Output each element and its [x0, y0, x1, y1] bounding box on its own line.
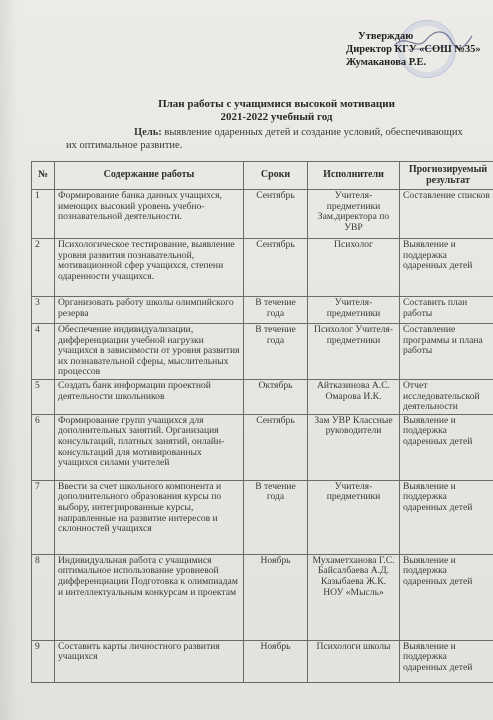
work-plan-table	[31, 161, 493, 683]
goal-text: выявление одаренных детей и создание условий, обеспечивающих их оптимальное развитие.	[66, 127, 463, 151]
row-term: Сентябрь	[244, 190, 308, 239]
row-content: Составить карты личностного развития учащихся	[55, 640, 244, 682]
approval-line-1: Утверждаю	[358, 31, 414, 42]
row-result: Выявление и поддержка одаренных детей	[400, 239, 493, 297]
row-num: 4	[32, 324, 55, 380]
header-term: Сроки	[244, 162, 308, 190]
table-row	[32, 640, 493, 682]
approval-line-2: Директор КГУ «СОШ №35»	[346, 44, 481, 55]
row-num: 7	[32, 480, 55, 554]
row-executors: Учителя-предметники	[308, 480, 400, 554]
row-num: 8	[32, 554, 55, 640]
table-row	[32, 190, 493, 239]
title-line-1: План работы с учащимися высокой мотивации	[158, 98, 395, 110]
row-content: Ввести за счет школьного компонента и дополнительного образования курсы по выбору, интегрированные курсы, направленные на развитие интересов и склонностей учащихся	[55, 480, 244, 554]
row-executors: Зам УВР Классные руководители	[308, 414, 400, 480]
row-content: Создать банк информации проектной деятельности школьников	[55, 379, 244, 414]
row-content: Формирование групп учащихся для дополнительных занятий. Организация консультаций, платных занятий, онлайн-консультаций для мотивированных учащихся силами учителей	[55, 414, 244, 480]
header-executors: Исполнители	[308, 162, 400, 190]
row-executors: Учителя-предметники Зам.директора по УВР	[308, 190, 400, 239]
table-row	[32, 297, 493, 324]
row-num: 9	[32, 640, 55, 682]
table-row	[32, 324, 493, 380]
row-content: Индивидуальная работа с учащимися оптимальное использование уровневой дифференциации Подготовка к олимпиадам и интеллектуальным конкурсам и проектам	[55, 554, 244, 640]
approval-line-3: Жумаканова Р.Е.	[346, 57, 427, 68]
table-row	[32, 239, 493, 297]
header-result: Прогнозируемый результат	[400, 162, 493, 190]
row-term: Сентябрь	[244, 414, 308, 480]
row-executors: Психолог Учителя-предметники	[308, 324, 400, 380]
header-content: Содержание работы	[55, 162, 244, 190]
row-num: 1	[32, 190, 55, 239]
table-header-row	[32, 162, 493, 190]
row-executors: Психолог	[308, 239, 400, 297]
row-executors: Учителя-предметники	[308, 297, 400, 324]
row-content: Психологическое тестирование, выявление уровня развития познавательной, мотивационной сфер учащихся, степени одаренности учащихся.	[55, 239, 244, 297]
row-num: 5	[32, 379, 55, 414]
row-content: Обеспечение индивидуализации, дифференциации учебной нагрузки учащихся в зависимости от уровня развития их познавательной сферы, мыслительных процессов	[55, 324, 244, 380]
approval-block	[332, 30, 492, 69]
row-result: Выявление и поддержка одаренных детей	[400, 480, 493, 554]
row-result: Составление программы и плана работы	[400, 324, 493, 380]
row-term: Октябрь	[244, 379, 308, 414]
header-num: №	[32, 162, 55, 190]
table-row	[32, 480, 493, 554]
row-result: Выявление и поддержка одаренных детей	[400, 414, 493, 480]
row-term: Ноябрь	[244, 554, 308, 640]
table-row	[32, 554, 493, 640]
row-executors: Мухаметханова Г.С. Байсалбаева А.Д. Казыбаева Ж.К. НОУ «Мысль»	[308, 554, 400, 640]
row-term: В течение года	[244, 297, 308, 324]
row-executors: Психологи школы	[308, 640, 400, 682]
row-executors: Айтказинова А.С. Омарова И.К.	[308, 379, 400, 414]
row-term: Сентябрь	[244, 239, 308, 297]
row-result: Составление списков	[400, 190, 493, 239]
row-term: Ноябрь	[244, 640, 308, 682]
row-num: 3	[32, 297, 55, 324]
table-row	[32, 414, 493, 480]
row-term: В течение года	[244, 324, 308, 380]
goal-paragraph	[66, 126, 466, 152]
goal-label: Цель:	[134, 127, 162, 138]
document-title	[0, 98, 493, 124]
row-result: Выявление и поддержка одаренных детей	[400, 640, 493, 682]
row-term: В течение года	[244, 480, 308, 554]
row-content: Формирование банка данных учащихся, имеющих высокий уровень учебно-познавательной деятельности.	[55, 190, 244, 239]
row-result: Отчет исследовательской деятельности	[400, 379, 493, 414]
row-result: Составить план работы	[400, 297, 493, 324]
row-num: 6	[32, 414, 55, 480]
row-content: Организовать работу школы олимпийского резерва	[55, 297, 244, 324]
table-row	[32, 379, 493, 414]
title-line-2: 2021-2022 учебный год	[220, 111, 333, 123]
row-num: 2	[32, 239, 55, 297]
row-result: Выявление и поддержка одаренных детей	[400, 554, 493, 640]
